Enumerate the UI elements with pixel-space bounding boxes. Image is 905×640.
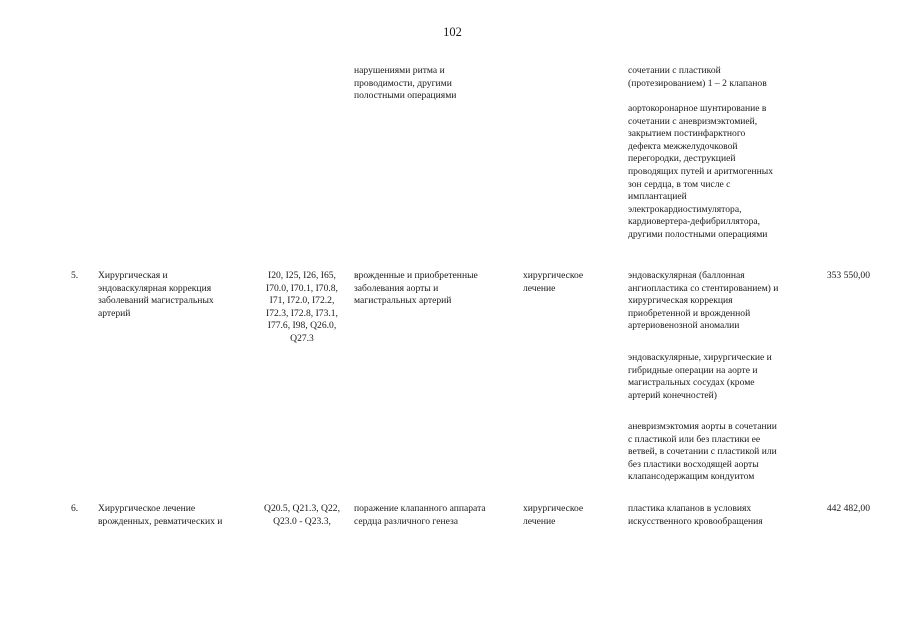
row-5-cost: 353 550,00 <box>826 270 870 281</box>
row-5-method-2: эндоваскулярные, хирургические и гибридные операции на аорте и магистральных сосудах (кроме артерий конечностей) <box>628 352 772 401</box>
row-6-patient-model: поражение клапанного аппарата сердца различного генеза <box>354 503 486 527</box>
page-number: 102 <box>443 25 462 39</box>
row-5-patient-model: врожденные и приобретенные заболевания аорты и магистральных артерий <box>354 270 478 307</box>
row-5-name: Хирургическая и эндоваскулярная коррекция заболеваний магистральных артерий <box>98 270 214 319</box>
row-6-codes: Q20.5, Q21.3, Q22, Q23.0 - Q23.3, <box>264 503 340 527</box>
row-5-number: 5. <box>71 270 79 281</box>
row-5-codes: I20, I25, I26, I65, I70.0, I70.1, I70.8, I71, I72.0, I72.2, I72.3, I72.8, I73.1, I77.6, I98, Q26.0, Q27.3 <box>266 270 338 344</box>
row-6-name: Хирургическое лечение врожденных, ревматических и <box>98 503 223 527</box>
row-5-method-3: аневризмэктомия аорты в сочетании с пластикой или без пластики ее ветвей, в сочетании с пластикой или без пластики восходящей аорты клапансодержащим кондуитом <box>628 421 777 483</box>
continued-method-1: сочетании с пластикой (протезированием) 1 – 2 клапанов <box>628 65 767 89</box>
continued-patient-model: нарушениями ритма и проводимости, другими полостными операциями <box>354 65 457 102</box>
row-5-treatment-kind: хирургическое лечение <box>523 270 584 294</box>
row-6-number: 6. <box>71 503 79 514</box>
row-5-method-1: эндоваскулярная (баллонная ангиопластика со стентированием) и хирургическая коррекция приобретенной и врожденной артериовенозной аномалии <box>628 270 779 332</box>
row-6-cost: 442 482,00 <box>826 503 870 514</box>
row-6-treatment-kind: хирургическое лечение <box>523 503 584 527</box>
continued-method-2: аортокоронарное шунтирование в сочетании с аневризмэктомией, закрытием постинфарктного дефекта межжелудочковой перегородки, деструкцией проводящих путей и аритмогенных зон сердца, в том числе с имплантацией электрокардиостимулятора, кардиовертера-дефибриллятора, другими полостными операциями <box>628 103 773 240</box>
row-6-method-1: пластика клапанов в условиях искусственного кровообращения <box>628 503 763 527</box>
